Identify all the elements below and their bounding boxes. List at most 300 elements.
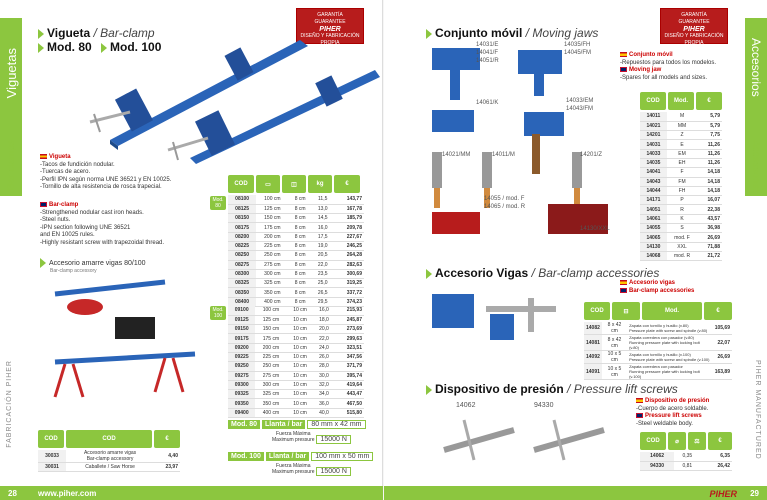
table-cell: 09400 bbox=[228, 408, 255, 417]
table-row bbox=[228, 204, 364, 213]
acc-desc: Caballete / Saw Horse bbox=[66, 463, 154, 472]
table-row bbox=[228, 306, 364, 315]
table-cell: 16,0 bbox=[313, 306, 334, 315]
table-cell: 22,38 bbox=[697, 205, 722, 214]
part-label: 14033/EM bbox=[566, 98, 594, 104]
table-cell: 09200 bbox=[228, 343, 255, 352]
table-cell: 8 cm bbox=[288, 204, 311, 213]
arrow-icon bbox=[426, 269, 432, 279]
spec-mod80 bbox=[228, 420, 366, 444]
weight-icon: ⚖ bbox=[688, 432, 706, 450]
header-cod: COD bbox=[228, 175, 254, 193]
force-value: 15000 N bbox=[316, 435, 350, 444]
table-cell: 14051 bbox=[640, 205, 667, 214]
spec-label: Mod. 80 bbox=[228, 420, 260, 429]
table-row bbox=[228, 251, 364, 260]
table-cell: 325 cm bbox=[255, 390, 286, 399]
table-row bbox=[640, 112, 722, 121]
s3-title-en: Pressure lift screws bbox=[573, 382, 678, 396]
table-cell: 20,0 bbox=[313, 325, 334, 334]
desc-es-head: Vigueta bbox=[49, 154, 71, 161]
desc-en-line: -Strengthened nodular cast iron heads. bbox=[40, 209, 144, 216]
table-row bbox=[640, 214, 722, 223]
right-page-number: 29 bbox=[750, 489, 759, 498]
s3-desc bbox=[636, 398, 709, 428]
table-cell: 337,72 bbox=[334, 288, 364, 297]
table-cell: K bbox=[667, 214, 697, 223]
left-page bbox=[0, 0, 383, 500]
table-cell: 08250 bbox=[228, 251, 256, 260]
table-cell: R bbox=[667, 205, 697, 214]
table-cell: 150 cm bbox=[255, 325, 286, 334]
desc-es-line: -Tuercas de acero. bbox=[40, 169, 91, 176]
moving-jaws-image bbox=[428, 40, 628, 250]
acc-table bbox=[38, 450, 180, 472]
title-en: Bar-clamp bbox=[100, 26, 155, 40]
s2-desc-en: Bar-clamp accessories bbox=[629, 287, 695, 294]
table-row bbox=[228, 232, 364, 241]
table-cell: 11,26 bbox=[697, 149, 722, 158]
table-cell: 26,0 bbox=[313, 352, 334, 361]
table-cell: 14033 bbox=[640, 149, 667, 158]
part-label: 14061/K bbox=[476, 100, 499, 106]
spain-flag-icon bbox=[620, 280, 627, 285]
table-cell: 10 cm bbox=[287, 362, 314, 371]
table-cell: 43,57 bbox=[697, 214, 722, 223]
table-cell: 09300 bbox=[228, 380, 255, 389]
table-row bbox=[228, 362, 364, 371]
table-cell: 264,28 bbox=[334, 251, 364, 260]
table-cell: 245,87 bbox=[334, 315, 364, 324]
table-cell: 25,0 bbox=[312, 279, 334, 288]
acc-desc-en: Bar-clamp accessory bbox=[86, 456, 134, 462]
part-label: 14043/FM bbox=[566, 106, 594, 112]
desc-en-line: and EN 10025 rules. bbox=[40, 232, 95, 239]
s2-header-cod: COD bbox=[584, 302, 610, 320]
table-cell: 200 cm bbox=[255, 343, 286, 352]
badge-brand: PIHER bbox=[319, 26, 341, 33]
left-footer-side: FABRICACIÓN PIHER bbox=[6, 360, 13, 448]
table-cell: 94330 bbox=[640, 461, 674, 470]
table-cell: 10 cm bbox=[287, 343, 314, 352]
s1-table-header bbox=[640, 92, 722, 110]
part-label: 14031/E bbox=[476, 42, 499, 48]
acc-header-cod2: COD bbox=[66, 430, 152, 448]
table-cell: 14091 bbox=[584, 364, 602, 380]
s1-title-es: Conjunto móvil bbox=[435, 26, 523, 40]
table-cell: 0,81 bbox=[674, 461, 700, 470]
table-cell: 300 cm bbox=[255, 380, 286, 389]
header-weight: kg bbox=[308, 175, 332, 193]
table-cell: 09150 bbox=[228, 325, 255, 334]
table-cell: 13,0 bbox=[312, 204, 334, 213]
table-cell: 10 cm bbox=[287, 380, 314, 389]
table-cell: FH bbox=[667, 186, 697, 195]
uk-flag-icon bbox=[40, 202, 47, 207]
table-cell: 40,0 bbox=[313, 408, 334, 417]
arrow-icon bbox=[40, 258, 46, 268]
table-cell: 319,25 bbox=[334, 279, 364, 288]
s1-title-en: Moving jaws bbox=[532, 26, 599, 40]
acc-table-header bbox=[38, 430, 180, 448]
part-label: 14051/R bbox=[476, 58, 499, 64]
pressure-label: 14062 bbox=[456, 402, 476, 409]
table-cell: 175 cm bbox=[256, 223, 288, 232]
table-row bbox=[640, 461, 732, 470]
desc-en-line: -Highly resistant screw with trapezoidal thread. bbox=[40, 239, 165, 246]
table-cell: 273,69 bbox=[334, 325, 364, 334]
table-cell: 23,5 bbox=[312, 269, 334, 278]
table-cell: 400 cm bbox=[256, 297, 288, 306]
table-cell: 163,89 bbox=[713, 364, 732, 380]
table-cell: 10 cm bbox=[287, 399, 314, 408]
table-cell: 08200 bbox=[228, 232, 256, 241]
spain-flag-icon bbox=[636, 398, 643, 403]
s3-header-cod: COD bbox=[640, 432, 666, 450]
table-cell: 10 cm bbox=[287, 371, 314, 380]
acc-code: 30033 bbox=[38, 450, 66, 463]
table-cell: 10 x 5 cm bbox=[602, 364, 627, 380]
table-cell: 22,07 bbox=[713, 335, 732, 351]
badge-line3: DISEÑO Y FABRICACIÓN PROPIA bbox=[300, 33, 360, 46]
table-cell: 22,0 bbox=[313, 334, 334, 343]
table-cell: F bbox=[667, 168, 697, 177]
force-label-en: Maximum pressure bbox=[272, 437, 315, 443]
desc-es-line: -Tacos de fundición nodular. bbox=[40, 161, 115, 168]
table-cell: 100 cm bbox=[255, 306, 286, 315]
size-icon: ⊟ bbox=[612, 302, 640, 320]
table-row bbox=[640, 196, 722, 205]
left-page-number: 28 bbox=[8, 489, 17, 498]
table-cell: 150 cm bbox=[256, 214, 288, 223]
table-cell: 175 cm bbox=[255, 334, 286, 343]
right-tab-subtitle: Accessories bbox=[750, 140, 761, 194]
pressure-label: 94330 bbox=[534, 402, 554, 409]
table-cell: 08100 bbox=[228, 195, 256, 204]
table-row bbox=[228, 241, 364, 250]
table-cell: 26,69 bbox=[697, 233, 722, 242]
table-cell: 374,23 bbox=[334, 297, 364, 306]
table-cell: 14035 bbox=[640, 158, 667, 167]
table-cell: 14031 bbox=[640, 140, 667, 149]
accessory-title-es: Accesorio amarre vigas 80/100 bbox=[49, 259, 146, 267]
table-cell: Zapata corredera con pasador Running pressure plate with locking bolt (v.100) bbox=[627, 364, 713, 380]
table-cell: Z bbox=[667, 131, 697, 140]
table-cell: 36,0 bbox=[313, 399, 334, 408]
table-row bbox=[640, 186, 722, 195]
table-row bbox=[584, 364, 732, 380]
s1-header-price: € bbox=[696, 92, 722, 110]
s2-header-mod: Mod. bbox=[642, 302, 702, 320]
opening-icon: ◫ bbox=[282, 175, 306, 193]
mod100-tag: Mod. 100 bbox=[210, 306, 226, 320]
table-row bbox=[640, 149, 722, 158]
acc-price: 23,97 bbox=[154, 463, 180, 472]
desc-en bbox=[40, 202, 190, 247]
table-row bbox=[228, 380, 364, 389]
table-cell: 26,5 bbox=[312, 288, 334, 297]
table-row bbox=[640, 233, 722, 242]
diameter-icon: ⌀ bbox=[668, 432, 686, 450]
arrow-icon bbox=[426, 385, 432, 395]
s1-title: Conjunto móvil / Moving jaws bbox=[426, 26, 598, 40]
table-cell: 34,0 bbox=[313, 390, 334, 399]
part-label: 14065 / mod. R bbox=[484, 204, 526, 210]
table-cell: 227,67 bbox=[334, 232, 364, 241]
table-cell: 14081 bbox=[584, 335, 602, 351]
s2-title-es: Accesorio Vigas bbox=[435, 266, 529, 280]
table-cell: 14062 bbox=[640, 452, 674, 461]
model-100: Mod. 100 bbox=[110, 40, 162, 54]
table-cell: 08350 bbox=[228, 288, 256, 297]
table-cell: 0,35 bbox=[674, 452, 700, 461]
accessory-title-en: Bar-clamp accessory bbox=[50, 268, 97, 274]
table-cell: S bbox=[667, 224, 697, 233]
table-cell: 300,69 bbox=[334, 269, 364, 278]
table-cell: 29,5 bbox=[312, 297, 334, 306]
s1-desc-en-line: -Spares for all models and sizes. bbox=[620, 74, 708, 81]
force-label bbox=[272, 463, 315, 475]
table-row bbox=[640, 251, 722, 260]
table-row bbox=[640, 242, 722, 251]
table-cell: 323,51 bbox=[334, 343, 364, 352]
table-cell: 225 cm bbox=[255, 352, 286, 361]
mod80-table bbox=[228, 195, 364, 307]
table-cell: 400 cm bbox=[255, 408, 286, 417]
table-cell: 8 cm bbox=[288, 279, 311, 288]
table-row bbox=[228, 315, 364, 324]
table-cell: 10 cm bbox=[287, 325, 314, 334]
table-cell: 299,63 bbox=[334, 334, 364, 343]
s2-header-price: € bbox=[704, 302, 732, 320]
arrow-icon bbox=[38, 43, 44, 53]
title-es: Vigueta bbox=[47, 26, 91, 40]
table-cell: 250 cm bbox=[256, 251, 288, 260]
table-row bbox=[640, 177, 722, 186]
spain-flag-icon bbox=[40, 154, 47, 159]
table-cell: 14092 bbox=[584, 351, 602, 364]
uk-flag-icon bbox=[620, 288, 627, 293]
table-row bbox=[228, 269, 364, 278]
s3-table-header bbox=[640, 432, 732, 450]
table-row bbox=[584, 335, 732, 351]
table-cell: 10 cm bbox=[287, 408, 314, 417]
table-cell: 8 cm bbox=[288, 223, 311, 232]
badge-line1: GARANTÍA bbox=[317, 12, 343, 18]
table-cell: 14043 bbox=[640, 177, 667, 186]
s1-table bbox=[640, 112, 722, 261]
table-cell: 14041 bbox=[640, 168, 667, 177]
table-row bbox=[228, 195, 364, 204]
table-cell: 8 cm bbox=[288, 241, 311, 250]
guarantee-badge bbox=[660, 8, 728, 53]
table-cell: 300 cm bbox=[256, 269, 288, 278]
table-cell: mod. F bbox=[667, 233, 697, 242]
right-footer-side: PIHER MANUFACTURED bbox=[754, 360, 761, 460]
table-row bbox=[228, 223, 364, 232]
bar-clamp-1 bbox=[90, 40, 308, 150]
table-cell: 443,47 bbox=[334, 390, 364, 399]
table-cell: 225 cm bbox=[256, 241, 288, 250]
table-cell: 26,69 bbox=[713, 351, 732, 364]
table-cell: 185,79 bbox=[334, 214, 364, 223]
table-row bbox=[228, 352, 364, 361]
table-cell: 5,79 bbox=[697, 112, 722, 121]
table-row bbox=[640, 452, 732, 461]
spec-mod100 bbox=[228, 452, 373, 476]
table-cell: P bbox=[667, 196, 697, 205]
right-tab-title: Accesorios bbox=[749, 38, 763, 97]
table-cell: 8 cm bbox=[288, 269, 311, 278]
table-cell: 24,0 bbox=[313, 343, 334, 352]
s2-title: Accesorio Vigas / Bar-clamp accessories bbox=[426, 266, 659, 280]
table-row bbox=[640, 168, 722, 177]
table-cell: 350 cm bbox=[256, 288, 288, 297]
table-cell: 28,0 bbox=[313, 362, 334, 371]
s1-desc-en-head: Moving jaw bbox=[629, 67, 662, 74]
part-label: 14201/Z bbox=[580, 152, 603, 158]
s2-desc bbox=[620, 280, 694, 295]
table-cell: 515,80 bbox=[334, 408, 364, 417]
s1-desc-es-head: Conjunto móvil bbox=[629, 52, 673, 59]
table-cell: 14,18 bbox=[697, 168, 722, 177]
table-cell: 14011 bbox=[640, 112, 667, 121]
part-label: 14130/XXL bbox=[580, 226, 610, 232]
s3-title: Dispositivo de presión / Pressure lift screws bbox=[426, 382, 678, 396]
table-cell: 14,18 bbox=[697, 177, 722, 186]
table-cell: 8 cm bbox=[288, 195, 311, 204]
site-url[interactable]: www.piher.com bbox=[38, 489, 97, 498]
right-page bbox=[384, 0, 767, 500]
table-row bbox=[228, 408, 364, 417]
table-cell: 125 cm bbox=[256, 204, 288, 213]
spain-flag-icon bbox=[620, 52, 627, 57]
badge-line4: MADE IN SPAIN bbox=[311, 47, 349, 53]
table-cell: 08400 bbox=[228, 297, 256, 306]
table-cell: 10 cm bbox=[287, 334, 314, 343]
piher-logo: PIHER bbox=[709, 489, 737, 499]
table-cell: 14171 bbox=[640, 196, 667, 205]
badge-line4: MADE IN SPAIN bbox=[675, 47, 713, 53]
s3-desc-en-line: -Steel weldable body. bbox=[636, 420, 693, 427]
table-cell: mod. R bbox=[667, 251, 697, 260]
table-cell: 10 x 5 cm bbox=[602, 351, 627, 364]
part-label: 14045/FM bbox=[564, 50, 592, 56]
table-cell: 8 x 42 cm bbox=[602, 322, 627, 335]
s3-title-es: Dispositivo de presión bbox=[435, 382, 564, 396]
table-row bbox=[228, 288, 364, 297]
table-row bbox=[228, 343, 364, 352]
desc-es-line: -Perfil IPN según norma UNE 36521 y EN 10025. bbox=[40, 176, 172, 183]
main-table-header bbox=[228, 175, 360, 193]
table-cell: 10 cm bbox=[287, 352, 314, 361]
s2-desc-es: Accesorio vigas bbox=[629, 280, 676, 287]
table-cell: 14,5 bbox=[312, 214, 334, 223]
table-cell: 125 cm bbox=[255, 315, 286, 324]
table-cell: 467,50 bbox=[334, 399, 364, 408]
table-cell: Zapata con tornillo y husillo (v.80) Pressure plate with screw and spindle (v.80) bbox=[627, 322, 713, 335]
table-cell: 22,0 bbox=[312, 260, 334, 269]
mod100-table bbox=[228, 306, 364, 418]
badge-brand: PIHER bbox=[683, 26, 705, 33]
table-row bbox=[228, 371, 364, 380]
table-cell: 282,63 bbox=[334, 260, 364, 269]
table-cell: 08275 bbox=[228, 260, 256, 269]
table-cell: 14065 bbox=[640, 233, 667, 242]
table-cell: 17,5 bbox=[312, 232, 334, 241]
force-label-es: Fuerza Máxima bbox=[276, 431, 311, 437]
length-icon: ▭ bbox=[256, 175, 280, 193]
table-cell: 08325 bbox=[228, 279, 256, 288]
s1-header-cod: COD bbox=[640, 92, 666, 110]
table-cell: 10 cm bbox=[287, 390, 314, 399]
table-cell: 09325 bbox=[228, 390, 255, 399]
pressure-screws-image bbox=[434, 410, 614, 470]
table-cell: 08150 bbox=[228, 214, 256, 223]
table-cell: 11,5 bbox=[312, 195, 334, 204]
table-cell: 14201 bbox=[640, 131, 667, 140]
force-value: 15000 N bbox=[316, 467, 350, 476]
table-cell: 08125 bbox=[228, 204, 256, 213]
header-price: € bbox=[334, 175, 360, 193]
table-cell: M bbox=[667, 112, 697, 121]
table-cell: 8 cm bbox=[288, 251, 311, 260]
table-cell: 36,98 bbox=[697, 224, 722, 233]
s1-header-mod: Mod. bbox=[668, 92, 694, 110]
table-cell: 325 cm bbox=[256, 279, 288, 288]
table-cell: 09125 bbox=[228, 315, 255, 324]
table-cell: EH bbox=[667, 158, 697, 167]
table-row bbox=[640, 131, 722, 140]
part-label: 14011/M bbox=[492, 152, 515, 158]
table-cell: MM bbox=[667, 121, 697, 130]
s2-table-header bbox=[584, 302, 732, 320]
table-cell: 8 cm bbox=[288, 297, 311, 306]
table-cell: 09100 bbox=[228, 306, 255, 315]
table-cell: 250 cm bbox=[255, 362, 286, 371]
table-row bbox=[584, 351, 732, 364]
table-cell: 143,77 bbox=[334, 195, 364, 204]
desc-en-line: -Steel nuts. bbox=[40, 217, 71, 224]
table-cell: 395,74 bbox=[334, 371, 364, 380]
table-cell: 09250 bbox=[228, 362, 255, 371]
table-cell: 14082 bbox=[584, 322, 602, 335]
table-cell: 19,0 bbox=[312, 241, 334, 250]
desc-en-line: -IPN section following UNE 36521 bbox=[40, 224, 131, 231]
table-cell: 14130 bbox=[640, 242, 667, 251]
spec-value: 80 mm x 42 mm bbox=[307, 420, 365, 429]
table-cell: 18,0 bbox=[313, 315, 334, 324]
s2-table bbox=[584, 322, 732, 380]
table-cell: 105,69 bbox=[713, 322, 732, 335]
acc-code: 30031 bbox=[38, 463, 66, 472]
table-row bbox=[38, 450, 180, 463]
table-cell: 246,25 bbox=[334, 241, 364, 250]
acc-price: 4,40 bbox=[154, 450, 180, 463]
acc-header-cod: COD bbox=[38, 430, 64, 448]
s3-header-price: € bbox=[708, 432, 732, 450]
s2-title-en: Bar-clamp accessories bbox=[538, 266, 660, 280]
badge-line2: GUARANTEE bbox=[678, 19, 710, 25]
table-row bbox=[228, 214, 364, 223]
badge-line2: GUARANTEE bbox=[314, 19, 346, 25]
table-cell: 419,64 bbox=[334, 380, 364, 389]
table-cell: FM bbox=[667, 177, 697, 186]
table-cell: 275 cm bbox=[255, 371, 286, 380]
table-cell: 215,93 bbox=[334, 306, 364, 315]
table-row bbox=[228, 334, 364, 343]
s3-desc-es-head: Dispositivo de presión bbox=[645, 398, 710, 405]
